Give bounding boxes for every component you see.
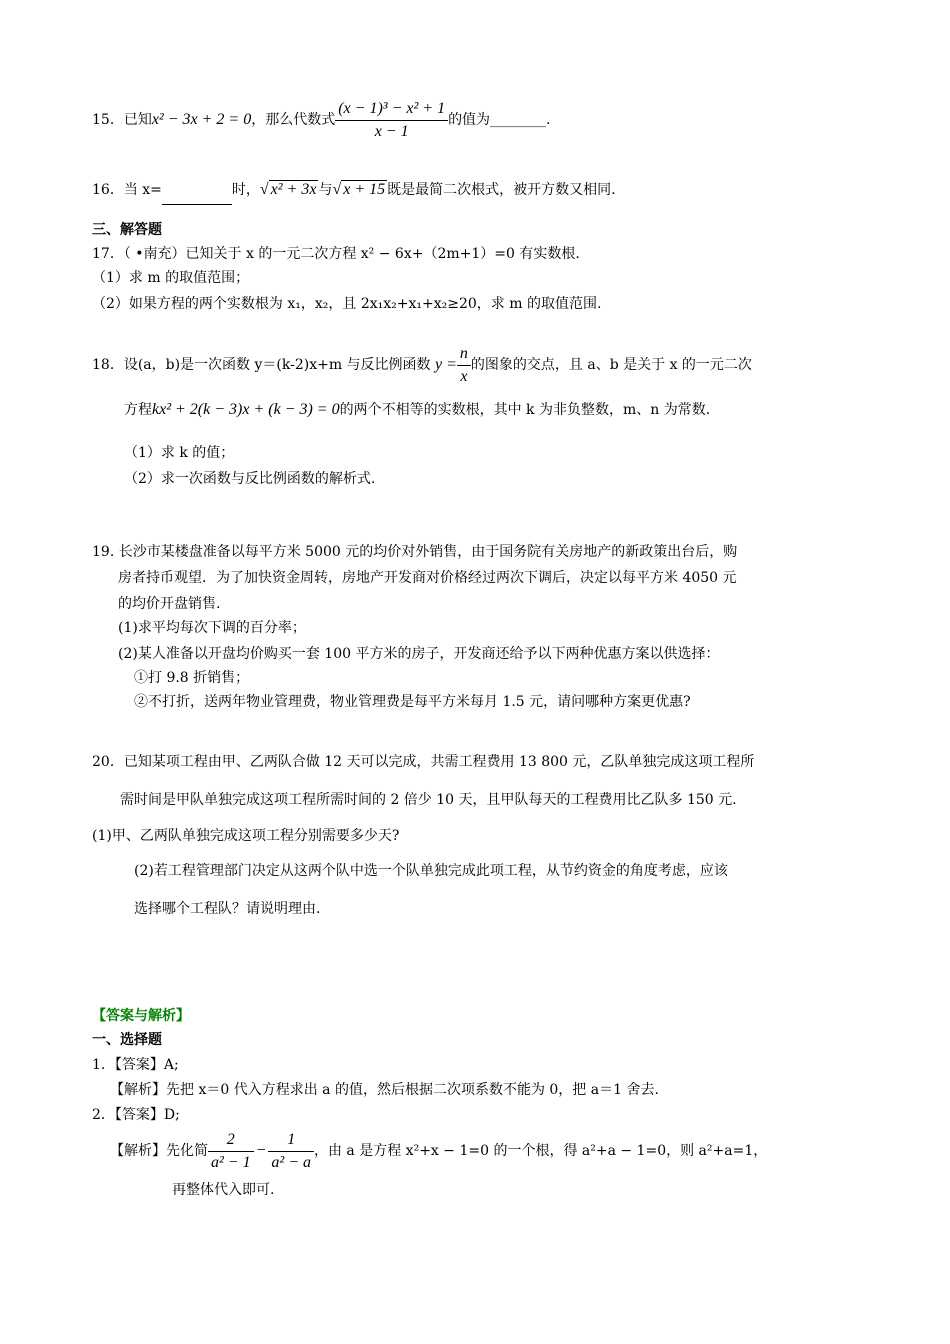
q15-mid: ，那么代数式 xyxy=(251,112,336,128)
q20-line1: 20．已知某项工程由甲、乙两队合做 12 天可以完成，共需工程费用 13 800 元，乙队单独完成这项工程所 xyxy=(92,754,755,770)
answer-2-f1-numerator: 2 xyxy=(208,1129,254,1152)
q17-part2: （2）如果方程的两个实数根为 x₁，x₂，且 2x₁x₂+x₁+x₂≥20，求 m 的取值范围. xyxy=(92,296,602,312)
q16-radicand-2: x + 15 xyxy=(343,181,386,198)
q16-mid: 时， xyxy=(231,182,260,198)
q17-part1: （1）求 m 的取值范围； xyxy=(92,270,250,286)
q18-frac-numerator: n xyxy=(457,343,471,366)
q15 xyxy=(92,96,551,144)
q18-part2: （2）求一次函数与反比例函数的解析式. xyxy=(124,471,376,487)
q18-line1 xyxy=(92,340,752,390)
answer-2-end: 再整体代入即可. xyxy=(172,1182,275,1198)
answer-1: 1．【答案】A; xyxy=(92,1057,179,1073)
answer-2-fraction-1 xyxy=(208,1129,254,1174)
q19-line2: 房者持币观望．为了加快资金周转，房地产开发商对价格经过两次下调后，决定以每平方米 4050 元 xyxy=(118,570,737,586)
q15-frac-denominator: x − 1 xyxy=(374,122,409,140)
q16-yu: 与 xyxy=(318,182,333,198)
q15-tail: 的值为________. xyxy=(448,112,551,128)
q16-blank xyxy=(162,176,232,205)
answer-2-pre: 【解析】先化简 xyxy=(110,1143,208,1159)
answer-2: 2．【答案】D; xyxy=(92,1107,180,1123)
q18-line2 xyxy=(124,398,710,422)
q19-line1: 19. 长沙市某楼盘准备以每平方米 5000 元的均价对外销售，由于国务院有关房地产的新政策出台后，购 xyxy=(92,544,738,560)
q18-pre: 18．设(a，b)是一次函数 y＝(k-2)x+m 与反比例函数 xyxy=(92,357,431,373)
answers-header: 【答案与解析】 xyxy=(92,1008,190,1024)
q15-fraction xyxy=(335,98,448,143)
q16 xyxy=(92,176,616,205)
q20-part2-cont: 选择哪个工程队？请说明理由. xyxy=(134,901,321,917)
q16-radical-1: √ x² + 3x xyxy=(259,181,317,198)
q19-option1: ①打 9.8 折销售； xyxy=(134,670,250,686)
q17-stem: 17．（ •南充）已知关于 x 的一元二次方程 x² − 6x+（2m+1）=0 有实数根. xyxy=(92,246,580,262)
q18-fraction xyxy=(457,343,471,388)
section-3-title: 三、解答题 xyxy=(92,222,162,238)
answer-2-minus: − xyxy=(255,1142,267,1159)
q19-option2: ②不打折，送两年物业管理费，物业管理费是每平方米每月 1.5 元，请问哪种方案更优惠? xyxy=(134,694,691,710)
answer-2-post: ，由 a 是方程 x²+x − 1=0 的一个根，得 a²+a − 1=0，则 a²+a=1， xyxy=(313,1143,768,1159)
answers-section-1: 一、选择题 xyxy=(92,1032,162,1048)
q18-frac-denominator: x xyxy=(460,367,468,385)
q16-pre: 16．当 x= xyxy=(92,182,162,198)
q19-part1: (1)求平均每次下调的百分率； xyxy=(118,620,306,636)
q16-radicand-1: x² + 3x xyxy=(270,181,317,198)
q18-func-lhs: y = xyxy=(435,356,457,373)
answer-2-f2-denominator: a² − a xyxy=(271,1153,311,1171)
q15-frac-numerator: (x − 1)³ − x² + 1 xyxy=(335,98,448,121)
q18-l2-pre: 方程 xyxy=(124,402,152,418)
answer-2-fraction-2 xyxy=(268,1129,314,1174)
q20-part2: (2)若工程管理部门决定从这两个队中选一个队单独完成此项工程，从节约资金的角度考虑，应该 xyxy=(134,863,728,879)
q20-part1: (1)甲、乙两队单独完成这项工程分别需要多少天? xyxy=(92,828,400,844)
q16-radical-2: √ x + 15 xyxy=(332,181,386,198)
answer-2-f1-denominator: a² − 1 xyxy=(211,1153,251,1171)
q18-part1: （1）求 k 的值； xyxy=(124,445,235,461)
q15-equation: x² − 3x + 2 = 0 xyxy=(151,111,252,128)
answer-1-explanation: 【解析】先把 x＝0 代入方程求出 a 的值，然后根据二次项系数不能为 0，把 a＝1 舍去. xyxy=(110,1082,659,1098)
q18-equation: kx² + 2(k − 3)x + (k − 3) = 0 xyxy=(152,401,340,418)
answer-2-f2-numerator: 1 xyxy=(268,1129,314,1152)
q18-post: 的图象的交点，且 a、b 是关于 x 的一元二次 xyxy=(470,357,752,373)
q15-number: 15．已知 xyxy=(92,112,152,128)
q20-line2: 需时间是甲队单独完成这项工程所需时间的 2 倍少 10 天，且甲队每天的工程费用比乙队多 150 元. xyxy=(120,792,737,808)
q19-line3: 的均价开盘销售. xyxy=(118,596,221,612)
q19-part2: (2)某人准备以开盘均价购买一套 100 平方米的房子，开发商还给予以下两种优惠方案以供选择： xyxy=(118,646,720,662)
q18-l2-post: 的两个不相等的实数根，其中 k 为非负整数，m、n 为常数. xyxy=(339,402,711,418)
q16-tail: 既是最简二次根式，被开方数又相同. xyxy=(387,182,616,198)
answer-2-explanation xyxy=(110,1126,767,1176)
